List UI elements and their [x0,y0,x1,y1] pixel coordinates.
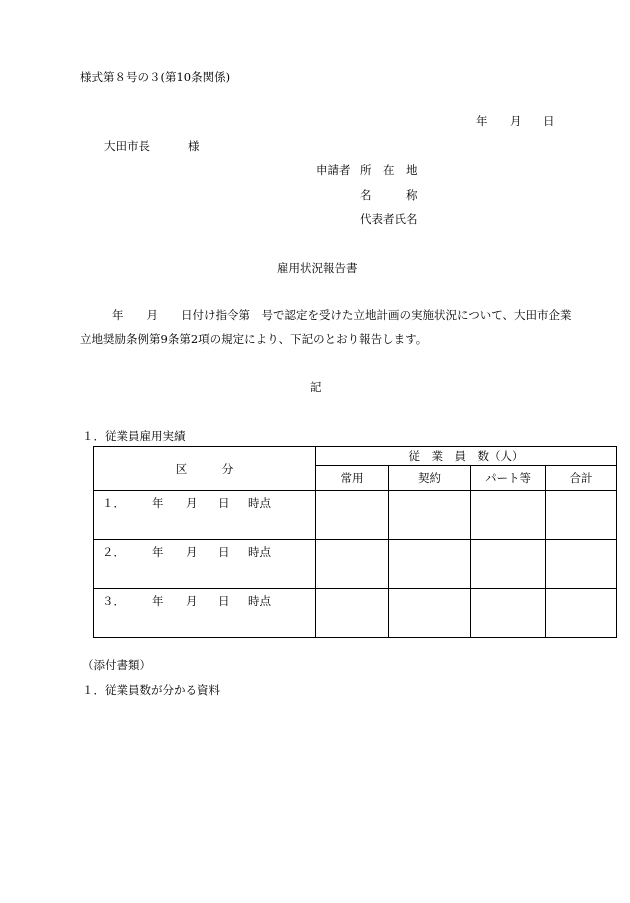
cell-total[interactable] [546,491,617,540]
date-month: 月 [510,114,522,128]
cell-total[interactable] [546,540,617,589]
row-day: 日 [218,545,230,559]
row-month: 月 [186,545,198,559]
category-header-label: 区 分 [175,461,234,476]
column-header-parttime-label: パート等 [485,471,531,485]
row-day: 日 [218,496,230,510]
row-label [94,491,316,540]
row-number: ２． [102,545,125,559]
date-year: 年 [476,114,488,128]
form-number: 様式第８号の３(第10条関係) [80,70,231,84]
cell-parttime[interactable] [471,491,546,540]
row-year: 年 [152,496,164,510]
column-header-contract [389,466,471,491]
row-suffix: 時点 [248,496,271,510]
attachment-item: １．従業員数が分かる資料 [82,683,220,697]
row-month: 月 [186,496,198,510]
cell-regular[interactable] [316,491,389,540]
column-header-regular-label: 常用 [340,471,364,485]
row-year: 年 [152,594,164,608]
body-line-2: 立地奨励条例第9条第2項の規定により、下記のとおり報告します。 [80,332,428,346]
body-line-1: 年 月 日付け指令第 号で認定を受けた立地計画の実施状況について、大田市企業 [112,308,572,322]
row-day: 日 [218,594,230,608]
row-suffix: 時点 [248,594,271,608]
category-header [94,447,316,491]
column-header-total [546,466,617,491]
table-row [94,540,617,589]
row-label [94,540,316,589]
row-label [94,589,316,638]
section1-heading: １．従業員雇用実績 [82,429,186,443]
row-year: 年 [152,545,164,559]
column-header-contract-label: 契約 [418,471,441,485]
applicant-address-label: 所 在 地 [360,163,418,177]
employee-count-header-label: 従 業 員 数（人） [408,449,524,463]
column-header-total-label: 合計 [569,471,593,485]
row-suffix: 時点 [248,545,271,559]
table-row [94,589,617,638]
row-number: １． [102,496,125,510]
date-day: 日 [543,114,555,128]
cell-contract[interactable] [389,491,471,540]
cell-parttime[interactable] [471,589,546,638]
ki-label: 記 [310,380,322,394]
applicant-name-label: 名 称 [360,188,418,202]
cell-regular[interactable] [316,589,389,638]
cell-contract[interactable] [389,540,471,589]
column-header-parttime [471,466,546,491]
cell-total[interactable] [546,589,617,638]
attachments-heading: （添付書類） [82,658,151,672]
applicant-rep-label: 代表者氏名 [360,212,418,226]
column-header-regular [316,466,389,491]
row-month: 月 [186,594,198,608]
addressee-honorific: 様 [188,139,200,153]
cell-contract[interactable] [389,589,471,638]
table-row [94,491,617,540]
document-title: 雇用状況報告書 [277,261,358,275]
addressee-name: 大田市長 [104,139,150,153]
row-number: ３． [102,594,125,608]
employment-table [93,446,617,638]
employee-count-header [316,447,617,466]
cell-regular[interactable] [316,540,389,589]
applicant-label: 申請者 [316,163,351,177]
cell-parttime[interactable] [471,540,546,589]
